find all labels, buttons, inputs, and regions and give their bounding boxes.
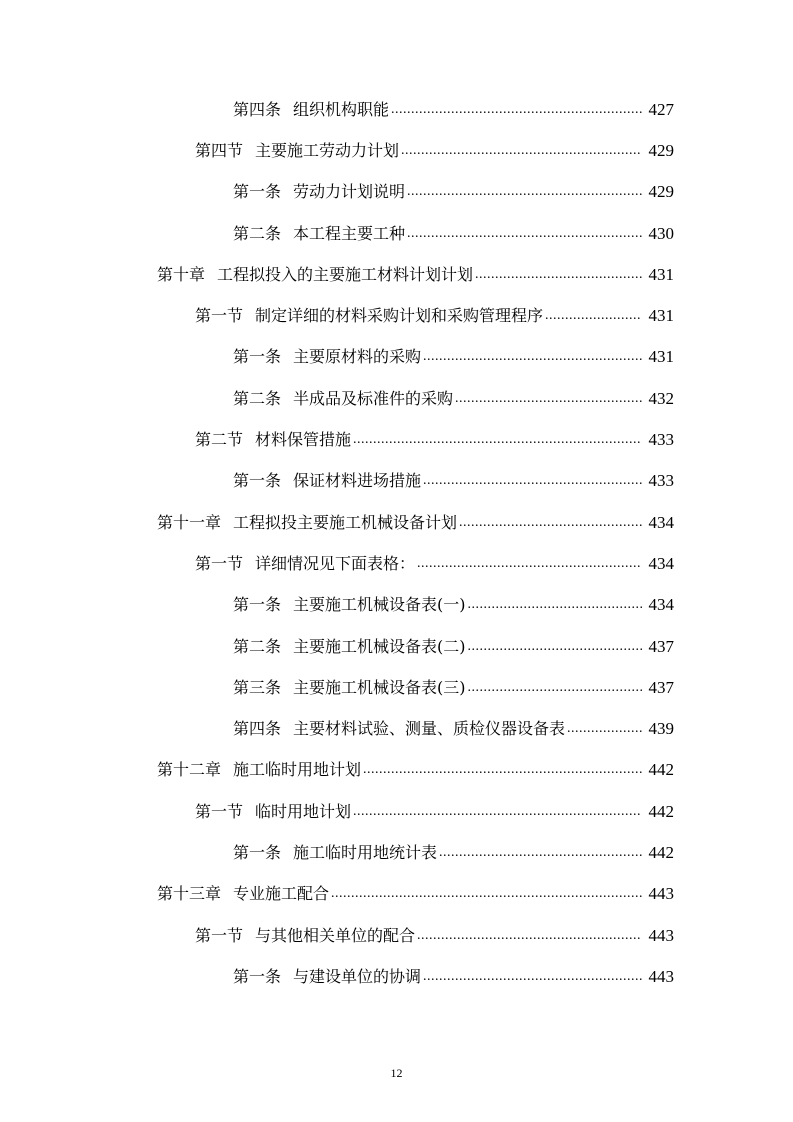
toc-entry-title: 施工临时用地计划 <box>233 760 362 780</box>
toc-entry-title: 保证材料进场措施 <box>293 471 422 491</box>
toc-entry[interactable] <box>0 130 793 171</box>
dot-leader <box>468 595 642 615</box>
toc-entry-title: 组织机构职能 <box>293 99 390 119</box>
toc-entry[interactable] <box>0 254 793 295</box>
table-of-contents <box>0 89 793 998</box>
toc-entry[interactable] <box>0 708 793 749</box>
dot-leader <box>407 182 642 202</box>
toc-entry-title: 制定详细的材料采购计划和采购管理程序 <box>255 306 544 326</box>
toc-entry-page: 429 <box>648 140 674 160</box>
dot-leader <box>423 347 642 367</box>
toc-entry-number: 第一条 <box>233 347 282 367</box>
toc-entry-number: 第二条 <box>233 223 282 243</box>
toc-entry-page: 434 <box>648 512 674 532</box>
toc-entry-title: 主要施工机械设备表(二) <box>293 636 466 656</box>
toc-entry-page: 439 <box>648 719 674 739</box>
toc-entry[interactable] <box>0 337 793 378</box>
toc-entry-page: 437 <box>648 677 674 697</box>
toc-entry[interactable] <box>0 172 793 213</box>
dot-leader <box>331 884 642 904</box>
toc-entry-title: 详细情况见下面表格： <box>255 553 416 573</box>
toc-entry[interactable] <box>0 791 793 832</box>
toc-entry-page: 431 <box>648 306 674 326</box>
toc-entry-title: 材料保管措施 <box>255 430 352 450</box>
toc-entry-number: 第一条 <box>233 595 282 615</box>
toc-entry[interactable] <box>0 89 793 130</box>
toc-entry-page: 443 <box>648 884 674 904</box>
toc-entry-title: 工程拟投主要施工机械设备计划 <box>233 512 458 532</box>
toc-entry-page: 443 <box>648 966 674 986</box>
dot-leader <box>407 224 642 244</box>
dot-leader <box>567 719 642 739</box>
toc-entry-number: 第一条 <box>233 471 282 491</box>
footer-page-number: 12 <box>390 1066 403 1080</box>
dot-leader <box>475 265 642 285</box>
dot-leader <box>439 843 642 863</box>
toc-entry-number: 第三条 <box>233 677 282 697</box>
toc-entry-page: 442 <box>648 760 674 780</box>
toc-entry[interactable] <box>0 585 793 626</box>
toc-entry[interactable] <box>0 213 793 254</box>
toc-entry[interactable] <box>0 419 793 460</box>
toc-entry-number: 第十一章 <box>157 512 222 532</box>
toc-entry-number: 第一节 <box>195 553 244 573</box>
toc-entry[interactable] <box>0 750 793 791</box>
toc-entry-page: 429 <box>648 182 674 202</box>
toc-entry-title: 专业施工配合 <box>233 884 330 904</box>
toc-entry-page: 437 <box>648 636 674 656</box>
toc-entry-page: 433 <box>648 430 674 450</box>
toc-entry-page: 433 <box>648 471 674 491</box>
dot-leader <box>468 637 642 657</box>
toc-entry[interactable] <box>0 626 793 667</box>
toc-entry-page: 434 <box>648 553 674 573</box>
toc-entry-page: 443 <box>648 925 674 945</box>
toc-entry-title: 施工临时用地统计表 <box>293 842 438 862</box>
dot-leader <box>423 471 642 491</box>
toc-entry-title: 半成品及标准件的采购 <box>293 388 454 408</box>
dot-leader <box>353 430 642 450</box>
dot-leader <box>423 967 642 987</box>
toc-entry-page: 427 <box>648 99 674 119</box>
dot-leader <box>363 760 642 780</box>
toc-entry[interactable] <box>0 378 793 419</box>
toc-entry-page: 442 <box>648 801 674 821</box>
toc-entry[interactable] <box>0 543 793 584</box>
toc-entry-title: 临时用地计划 <box>255 801 352 821</box>
toc-entry-number: 第一条 <box>233 842 282 862</box>
toc-entry-page: 434 <box>648 595 674 615</box>
dot-leader <box>353 802 642 822</box>
toc-entry-title: 与建设单位的协调 <box>293 966 422 986</box>
dot-leader <box>417 926 642 946</box>
dot-leader <box>391 100 642 120</box>
toc-entry-title: 主要材料试验、测量、质检仪器设备表 <box>293 719 566 739</box>
toc-entry-number: 第二节 <box>195 430 244 450</box>
toc-entry[interactable] <box>0 956 793 997</box>
toc-entry-title: 工程拟投入的主要施工材料计划计划 <box>217 264 474 284</box>
toc-entry-page: 442 <box>648 842 674 862</box>
toc-entry-number: 第四节 <box>195 140 244 160</box>
toc-entry-title: 主要原材料的采购 <box>293 347 422 367</box>
toc-entry-number: 第十三章 <box>157 884 222 904</box>
toc-entry-number: 第二条 <box>233 388 282 408</box>
toc-entry[interactable] <box>0 874 793 915</box>
toc-entry-number: 第四条 <box>233 99 282 119</box>
toc-entry[interactable] <box>0 295 793 336</box>
dot-leader <box>459 513 642 533</box>
toc-entry-number: 第一条 <box>233 966 282 986</box>
toc-entry-number: 第十二章 <box>157 760 222 780</box>
toc-entry-page: 431 <box>648 347 674 367</box>
toc-entry-number: 第一节 <box>195 801 244 821</box>
toc-entry-page: 430 <box>648 223 674 243</box>
toc-entry-number: 第一节 <box>195 925 244 945</box>
dot-leader <box>417 554 642 574</box>
toc-entry-number: 第二条 <box>233 636 282 656</box>
toc-entry[interactable] <box>0 915 793 956</box>
toc-entry-number: 第四条 <box>233 719 282 739</box>
toc-entry-title: 劳动力计划说明 <box>293 182 406 202</box>
toc-entry-title: 本工程主要工种 <box>293 223 406 243</box>
toc-entry[interactable] <box>0 502 793 543</box>
toc-entry-title: 主要施工机械设备表(一) <box>293 595 466 615</box>
toc-entry-title: 主要施工机械设备表(三) <box>293 677 466 697</box>
toc-entry-page: 431 <box>648 264 674 284</box>
toc-entry-title: 与其他相关单位的配合 <box>255 925 416 945</box>
dot-leader <box>455 389 642 409</box>
dot-leader <box>545 306 642 326</box>
dot-leader <box>468 678 642 698</box>
dot-leader <box>401 141 642 161</box>
toc-entry-title: 主要施工劳动力计划 <box>255 140 400 160</box>
toc-entry[interactable] <box>0 667 793 708</box>
toc-entry[interactable] <box>0 461 793 502</box>
toc-entry-number: 第十章 <box>157 264 206 284</box>
toc-entry-number: 第一条 <box>233 182 282 202</box>
toc-entry[interactable] <box>0 832 793 873</box>
toc-entry-page: 432 <box>648 388 674 408</box>
toc-entry-number: 第一节 <box>195 306 244 326</box>
